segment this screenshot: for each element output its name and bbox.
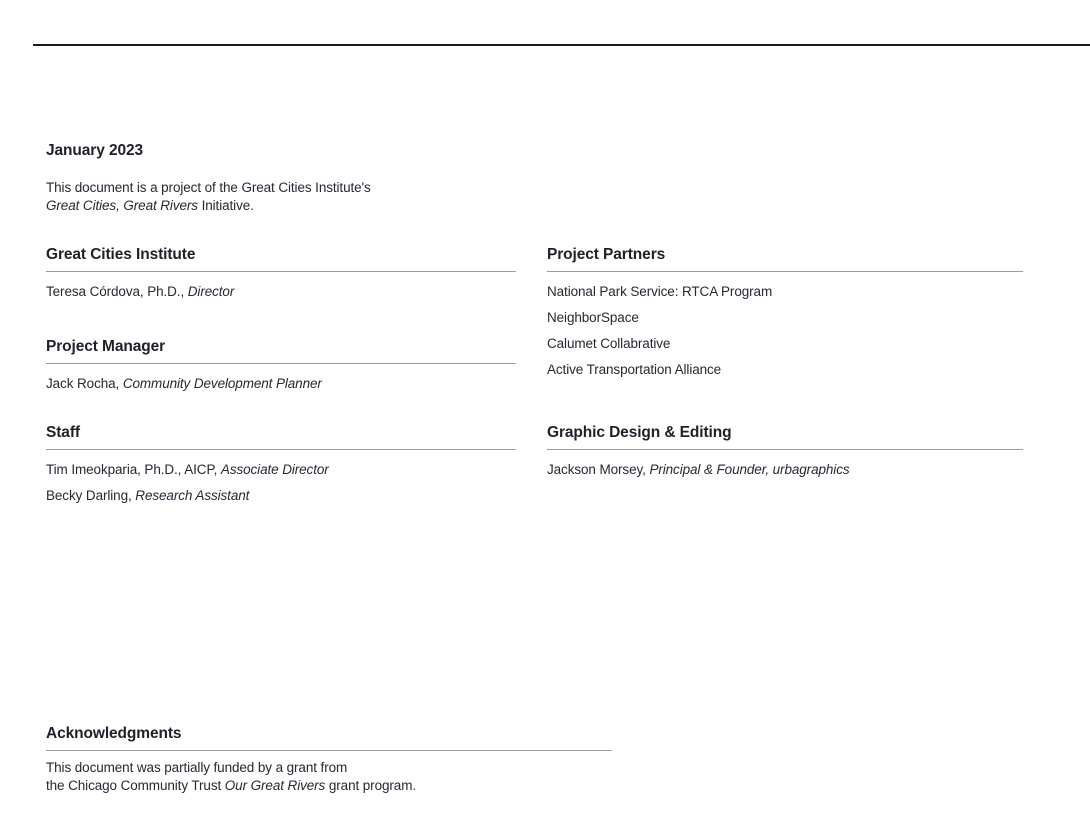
section-title: Great Cities Institute (46, 246, 196, 263)
person-entry (46, 462, 516, 478)
section-title: Graphic Design & Editing (547, 424, 732, 441)
partner-entry: Active Transportation Alliance (547, 362, 722, 377)
section-project-manager (46, 337, 516, 402)
section-divider (46, 363, 516, 364)
person-name: Becky Darling, (46, 488, 136, 503)
section-project-partners (547, 245, 1023, 388)
person-entry (46, 284, 516, 300)
section-title: Acknowledgments (46, 725, 182, 742)
section-staff (46, 423, 516, 514)
person-role: Associate Director (220, 462, 329, 477)
section-divider (46, 750, 612, 751)
partner-entry: NeighborSpace (547, 310, 639, 325)
person-name: Jack Rocha, (46, 376, 123, 391)
ack-line1: This document was partially funded by a grant from (46, 760, 348, 775)
section-divider (46, 271, 516, 272)
section-divider (547, 271, 1023, 272)
section-graphic-design-editing (547, 423, 1023, 488)
partner-entry: National Park Service: RTCA Program (547, 284, 773, 299)
person-entry (46, 376, 516, 392)
person-entry (46, 488, 516, 504)
person-role: Community Development Planner (122, 376, 322, 391)
section-title: Staff (46, 424, 80, 441)
ack-grant-name: Our Great Rivers (224, 777, 326, 793)
section-divider (547, 449, 1023, 450)
section-acknowledgments (46, 724, 612, 794)
person-name: Teresa Córdova, Ph.D., (46, 284, 188, 299)
person-role: Director (187, 284, 235, 299)
intro-text (46, 179, 371, 214)
intro-line2-rest: Initiative. (197, 197, 254, 213)
top-divider (33, 44, 1090, 47)
section-great-cities-institute (46, 245, 516, 310)
partner-entry: Calumet Collabrative (547, 336, 671, 351)
person-role: Research Assistant (135, 488, 250, 503)
ack-line2-rest: grant program. (325, 777, 416, 793)
person-role: Principal & Founder, urbagraphics (649, 462, 850, 477)
intro-line1: This document is a project of the Great Cities Institute's (46, 180, 371, 195)
section-title: Project Manager (46, 338, 166, 355)
acknowledgments-text (46, 759, 612, 794)
section-title: Project Partners (547, 246, 666, 263)
date-heading: January 2023 (46, 142, 144, 159)
section-divider (46, 449, 516, 450)
ack-line2-pre: the Chicago Community Trust (46, 777, 225, 793)
intro-initiative-name: Great Cities, Great Rivers (46, 197, 198, 213)
person-name: Jackson Morsey, (547, 462, 650, 477)
person-name: Tim Imeokparia, Ph.D., AICP, (46, 462, 221, 477)
person-entry (547, 462, 1023, 478)
